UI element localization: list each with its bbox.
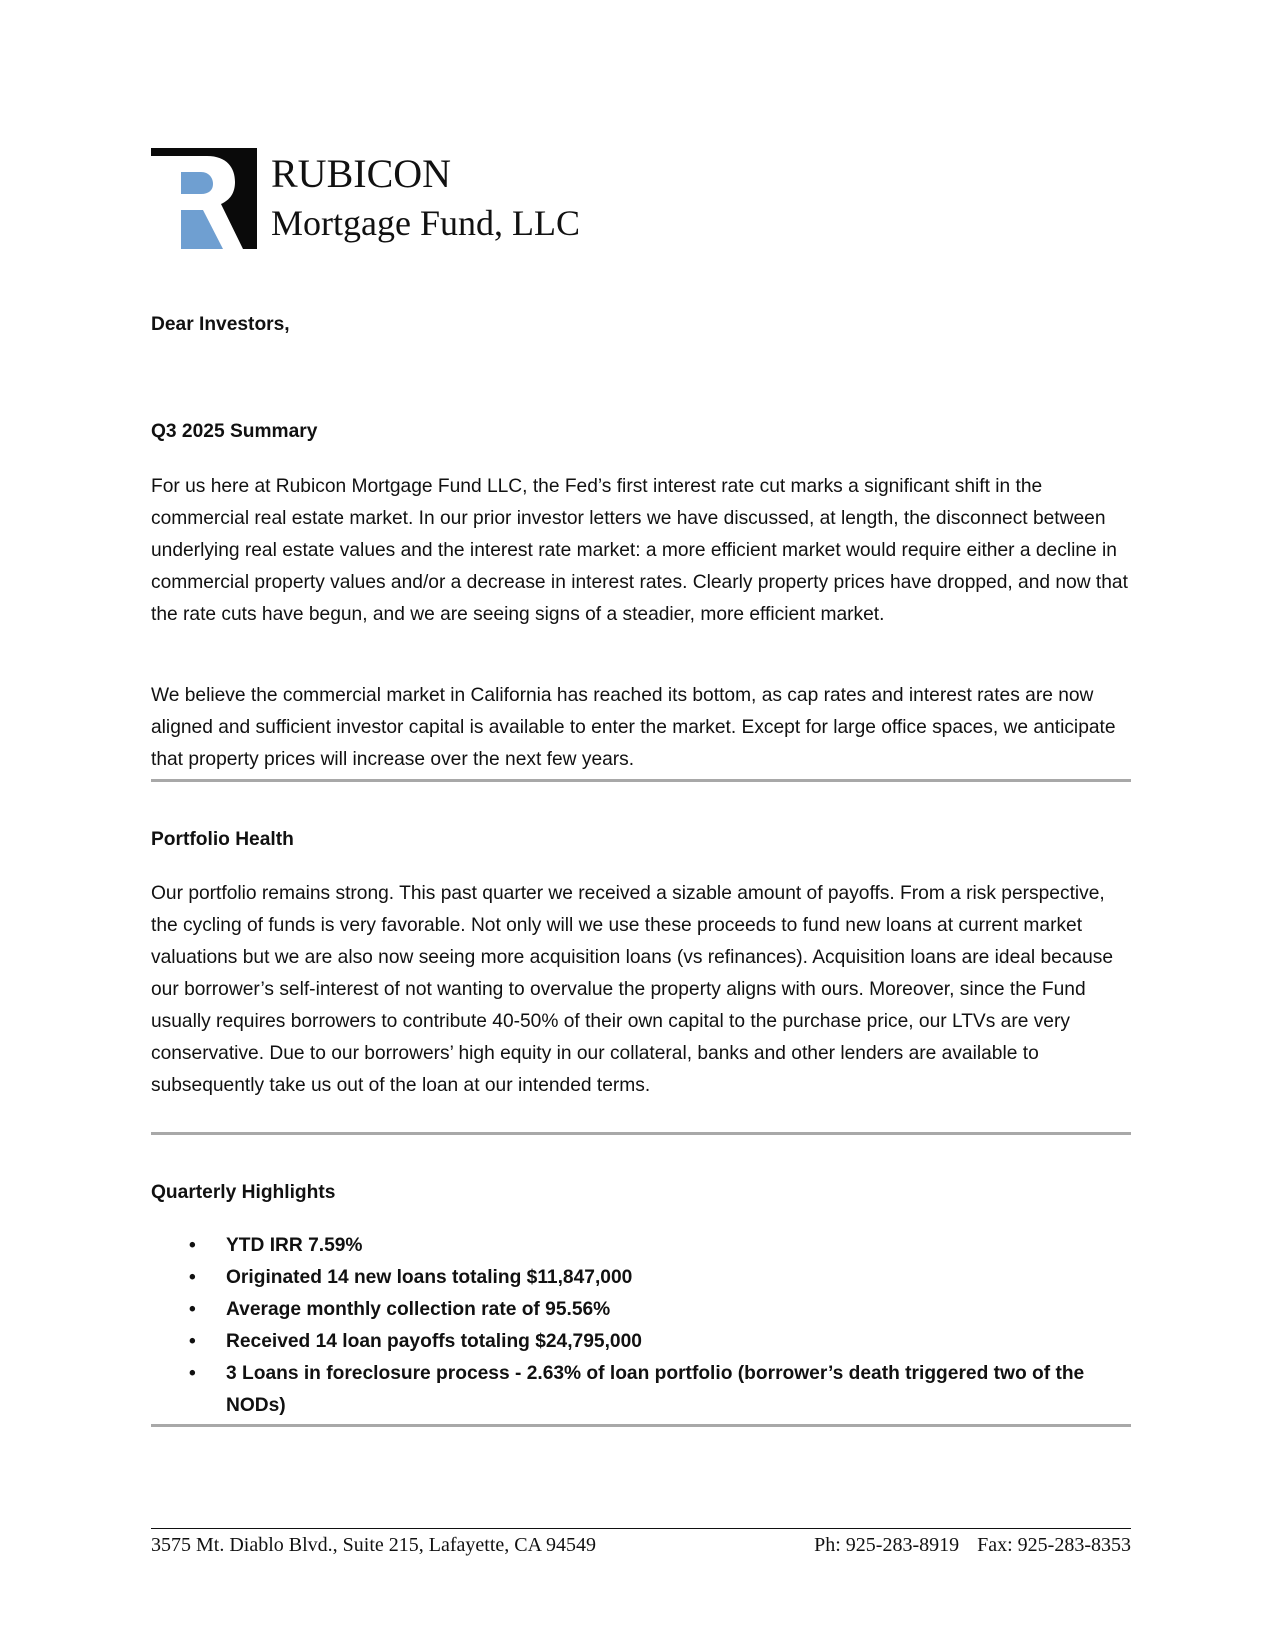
letter-page	[151, 0, 1131, 1650]
bullet-icon: •	[189, 1235, 196, 1256]
bullet-icon: •	[189, 1267, 196, 1288]
highlight-text: YTD IRR 7.59%	[226, 1235, 363, 1256]
section-divider	[151, 1132, 1131, 1135]
highlights-list	[151, 1230, 1131, 1422]
bullet-icon: •	[189, 1363, 196, 1384]
footer-fax: Fax: 925-283-8353	[977, 1534, 1131, 1556]
highlight-item	[151, 1294, 1131, 1326]
summary-heading: Q3 2025 Summary	[151, 421, 318, 442]
summary-text-2: We believe the commercial market in California has reached its bottom, as cap rates and interest rates are now aligned and sufficient investor capital is available to enter the market. Except for large office spaces, we anticipate that property prices will increase over the next few years.	[151, 685, 1116, 770]
section-divider	[151, 779, 1131, 782]
footer-address: 3575 Mt. Diablo Blvd., Suite 215, Lafayette, CA 94549	[151, 1534, 596, 1556]
bullet-icon: •	[189, 1331, 196, 1352]
portfolio-heading: Portfolio Health	[151, 829, 294, 850]
section-divider	[151, 1424, 1131, 1427]
highlight-item	[151, 1358, 1131, 1422]
footer	[151, 1528, 1131, 1564]
salutation: Dear Investors,	[151, 314, 290, 335]
highlight-text: Received 14 loan payoffs totaling $24,795,000	[226, 1331, 642, 1352]
portfolio-paragraph	[151, 878, 1131, 1102]
letterhead	[151, 148, 751, 252]
highlight-text: Average monthly collection rate of 95.56%	[226, 1299, 611, 1320]
bullet-icon: •	[189, 1299, 196, 1320]
highlight-text: 3 Loans in foreclosure process - 2.63% of loan portfolio (borrower’s death triggered two of the NODs)	[226, 1363, 1085, 1416]
company-name: RUBICON	[271, 151, 452, 196]
footer-contact	[814, 1528, 1131, 1562]
portfolio-text: Our portfolio remains strong. This past quarter we received a sizable amount of payoffs. From a risk perspective, the cycling of funds is very favorable. Not only will we use these proceeds to fund new loans at current market valuations but we are also now seeing more acquisition loans (vs refinances). Acquisition loans are ideal because our borrower’s self-interest of not wanting to overvalue the property aligns with ours. Moreover, since the Fund usually requires borrowers to contribute 40-50% of their own capital to the purchase price, our LTVs are very conservative. Due to our borrowers’ high equity in our collateral, banks and other lenders are available to subsequently take us out of the loan at our intended terms.	[151, 883, 1114, 1096]
summary-text-1: For us here at Rubicon Mortgage Fund LLC, the Fed’s first interest rate cut marks a significant shift in the commercial real estate market. In our prior investor letters we have discussed, at length, the disconnect between underlying real estate values and the interest rate market: a more efficient market would require either a decline in commercial property values and/or a decrease in interest rates. Clearly property prices have dropped, and now that the rate cuts have begun, and we are seeing signs of a steadier, more efficient market.	[151, 476, 1128, 625]
rubicon-r-logo-icon	[151, 148, 257, 249]
highlight-item	[151, 1262, 1131, 1294]
highlights-heading: Quarterly Highlights	[151, 1182, 336, 1203]
highlight-item	[151, 1230, 1131, 1262]
summary-paragraph-2	[151, 680, 1131, 776]
highlights-list-container	[151, 1230, 1131, 1422]
summary-paragraph-1	[151, 471, 1131, 631]
highlight-item	[151, 1326, 1131, 1358]
highlight-text: Originated 14 new loans totaling $11,847,000	[226, 1267, 633, 1288]
company-subtitle: Mortgage Fund, LLC	[271, 203, 580, 243]
footer-phone: Ph: 925-283-8919	[814, 1534, 960, 1556]
